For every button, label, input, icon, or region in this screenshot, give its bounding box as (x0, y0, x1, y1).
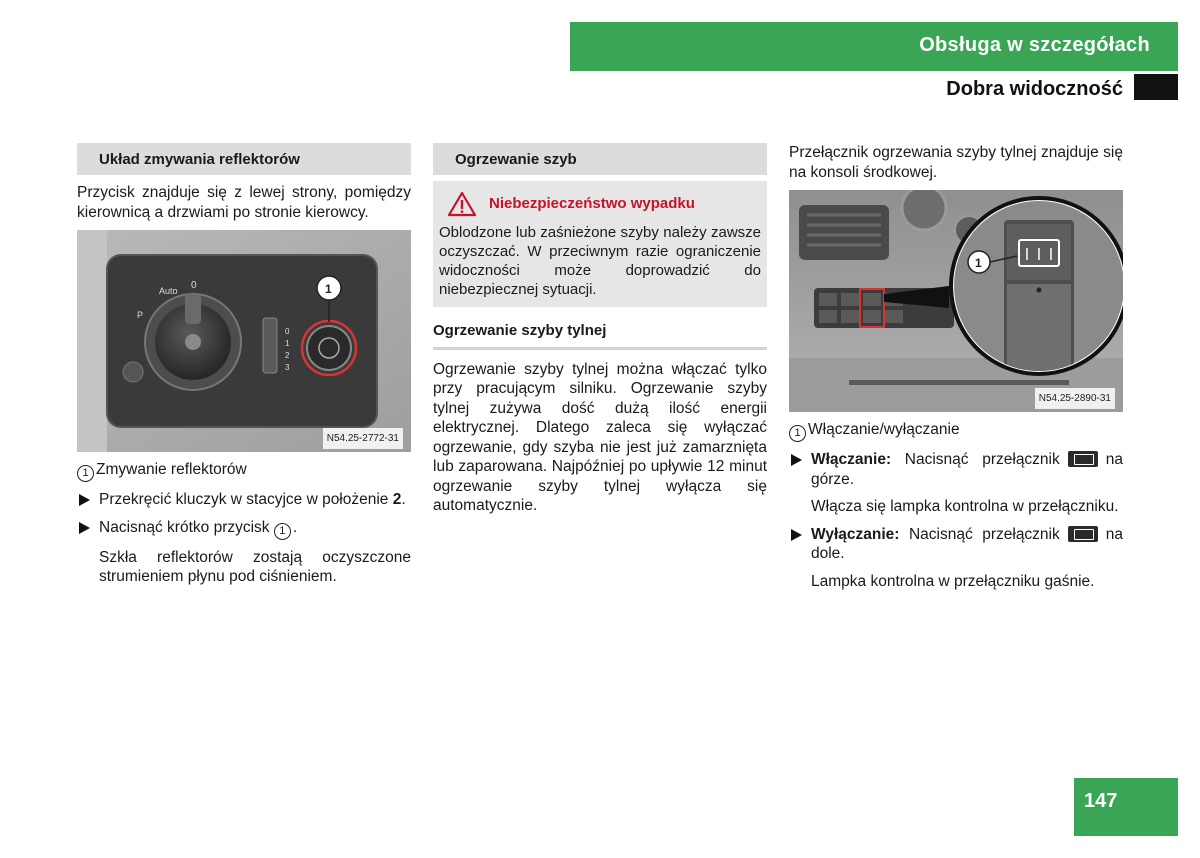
rear-window-heater-icon (1068, 451, 1098, 467)
callout-number: 1 (789, 425, 806, 442)
callout-legend-text: Zmywanie reflektorów (96, 461, 247, 478)
step-punct: . (401, 491, 406, 508)
column-window-heating (433, 143, 767, 516)
warning-header (439, 191, 761, 217)
warning-title: Niebezpieczeństwo wypadku (489, 195, 695, 213)
center-console-illustration (789, 190, 1123, 412)
headlamp-switch-illustration (77, 230, 411, 452)
step-punct: . (292, 518, 298, 536)
step-text: na górze. (811, 451, 1123, 488)
warning-text: Oblodzone lub zaśnieżone szyby należy zawsze oczyszczać. W przeciwnym razie ograniczenie widoczności może doprowadzić do niebezpiecznej sytuacji. (439, 224, 761, 298)
warning-box (433, 181, 767, 307)
headlamp-cleaning-heading: Układ zmywania reflektorów (77, 143, 411, 175)
callout-legend (789, 420, 1123, 442)
page-number-tab (1074, 778, 1178, 836)
headlamp-intro: Przycisk znajduje się z lewej strony, pomiędzy kierownicą a drzwiami po stronie kierowcy. (77, 184, 411, 221)
callout-legend (77, 460, 411, 482)
rear-window-heating-body: Ogrzewanie szyby tylnej można włączać tylko przy pracującym silniku. Ogrzewanie szyby tylnej zużywa dość dużą ilość energii elektrycznej. Dlatego zaleca się wyłączać ogrzewanie, gdy szyba nie jest już zamarznięta lub zaparowana. Najpóźniej po upływie 12 minut ogrzewanie szyby tylnej wyłącza się automatycznie. (433, 360, 767, 514)
dial-label-auto: Auto (159, 286, 178, 296)
step-switch-on (789, 450, 1123, 489)
warning-triangle-icon (447, 191, 477, 217)
headlamp-switch-figure (77, 230, 411, 452)
step-text: Nacisnąć przełącznik (904, 451, 1060, 468)
chapter-bar (570, 22, 1178, 71)
callout-number: 1 (77, 465, 94, 482)
step-result: Szkła reflektorów zostają oczyszczone strumieniem płynu pod ciśnieniem. (99, 548, 411, 585)
callout-number: 1 (274, 523, 291, 540)
figure-callout-1: 1 (975, 256, 982, 270)
window-heating-heading: Ogrzewanie szyb (433, 143, 767, 175)
step-label-off: Wyłączanie: (811, 525, 900, 543)
figure-callout-1: 1 (325, 282, 332, 296)
rheostat-label-3: 3 (285, 363, 290, 372)
step-text: Nacisnąć krótko przycisk (99, 518, 274, 536)
switch-location-intro: Przełącznik ogrzewania szyby tylnej znajduje się na konsoli środkowej. (789, 144, 1123, 181)
switch-off-result: Lampka kontrolna w przełączniku gaśnie. (811, 572, 1095, 590)
step-label-on: Włączanie: (811, 451, 892, 468)
section-title: Dobra widoczność (946, 78, 1123, 100)
step-switch-off (789, 525, 1123, 564)
rear-window-switch-figure (789, 190, 1123, 412)
page-number: 147 (1084, 790, 1118, 812)
section-marker (1134, 74, 1178, 100)
step-press-button (77, 518, 411, 540)
rheostat-label-2: 2 (285, 351, 290, 360)
step-text: na dole. (811, 525, 1123, 562)
rear-window-heater-icon (1068, 526, 1098, 542)
step-text: Nacisnąć przełącznik (908, 525, 1060, 543)
dial-label-park: P (137, 310, 144, 320)
rheostat-label-0: 0 (285, 327, 290, 336)
switch-on-result: Włącza się lampka kontrolna w przełączniku. (811, 498, 1119, 515)
key-position: 2 (392, 491, 402, 508)
step-text: Przekręcić kluczyk w stacyjce w położenie (99, 491, 393, 508)
chapter-title: Obsługa w szczegółach (919, 34, 1150, 56)
step-turn-key (77, 490, 411, 510)
rear-window-heating-subheading: Ogrzewanie szyby tylnej (433, 321, 767, 350)
dial-label-off: 0 (191, 280, 197, 291)
rheostat-label-1: 1 (285, 339, 290, 348)
callout-legend-text: Włączanie/wyłączanie (808, 421, 960, 438)
figure-code: N54.25-2890-31 (1035, 388, 1115, 410)
figure-code: N54.25-2772-31 (323, 428, 403, 450)
column-headlamp-cleaning (77, 143, 411, 587)
column-rear-window-switch (789, 143, 1123, 591)
